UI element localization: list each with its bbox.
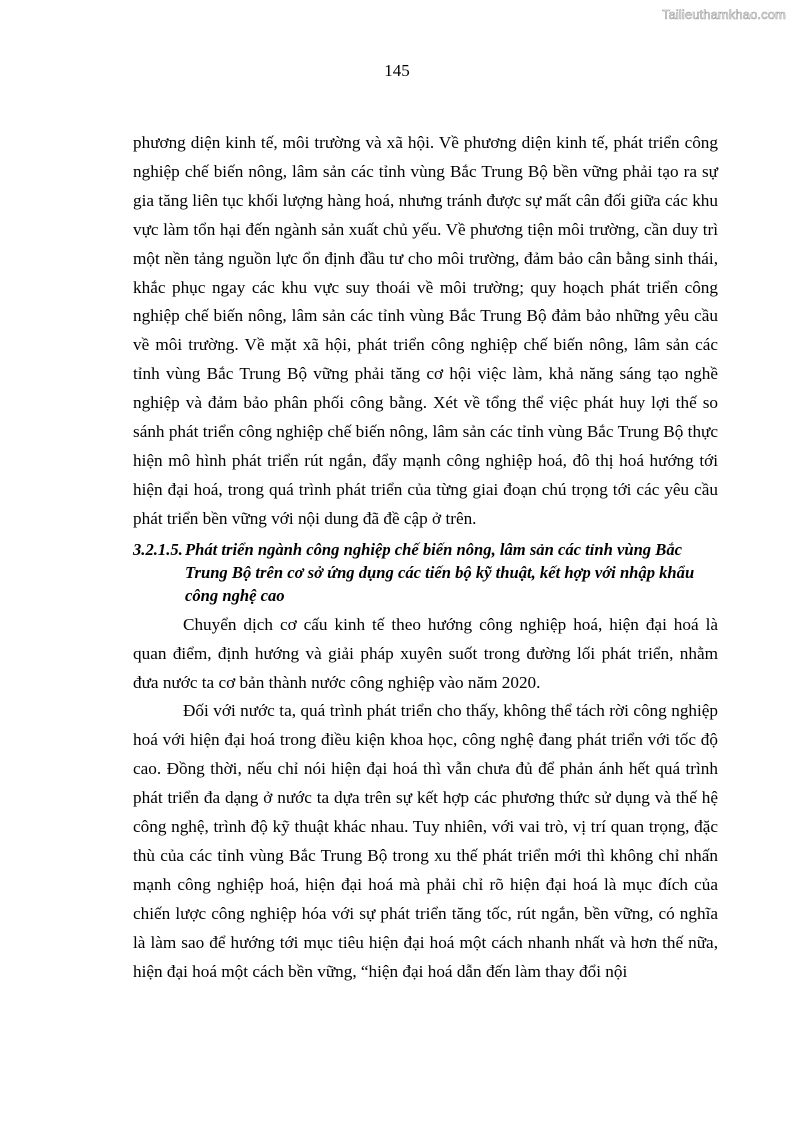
section-title: Phát triển ngành công nghiệp chế biến nông, lâm sản các tỉnh vùng Bắc Trung Bộ trên cơ sở ứng dụng các tiến bộ kỹ thuật, kết hợp với nhập khẩu công nghệ cao — [185, 539, 695, 605]
body-paragraph-1: phương diện kinh tế, môi trường và xã hội. Về phương diện kinh tế, phát triển công nghiệp chế biến nông, lâm sản các tỉnh vùng Bắc Trung Bộ bền vững phải tạo ra sự gia tăng liên tục khối lượng hàng hoá, nhưng tránh được sự mất cân đối giữa các khu vực làm tổn hại đến ngành sản xuất chủ yếu. Về phương tiện môi trường, cần duy trì một nền tảng nguồn lực ổn định đầu tư cho môi trường, đảm bảo cân bằng sinh thái, khắc phục ngay các khu vực suy thoái về môi trường; quy hoạch phát triển công nghiệp chế biến nông, lâm sản các tỉnh vùng Bắc Trung Bộ đảm bảo những yêu cầu về môi trường. Về mặt xã hội, phát triển công nghiệp chế biến nông, lâm sản các tỉnh vùng Bắc Trung Bộ vững phải tăng cơ hội việc làm, khả năng sáng tạo nghề nghiệp và đảm bảo phân phối công bằng. Xét về tổng thể việc phát huy lợi thế so sánh phát triển công nghiệp chế biến nông, lâm sản các tỉnh vùng Bắc Trung Bộ thực hiện mô hình phát triển rút ngắn, đẩy mạnh công nghiệp hoá, đô thị hoá hướng tới hiện đại hoá, trong quá trình phát triển của từng giai đoạn chú trọng tới các yêu cầu phát triển bền vững với nội dung đã đề cập ở trên. — [133, 133, 718, 528]
watermark: Tailieuthamkhao.com — [661, 7, 786, 22]
page-body — [133, 129, 718, 986]
body-paragraph-2: Chuyển dịch cơ cấu kinh tế theo hướng công nghiệp hoá, hiện đại hoá là quan điểm, định hướng và giải pháp xuyên suốt trong đường lối phát triển, nhằm đưa nước ta cơ bản thành nước công nghiệp vào năm 2020. — [133, 614, 718, 692]
body-paragraph-3: Đối với nước ta, quá trình phát triển cho thấy, không thể tách rời công nghiệp hoá với hiện đại hoá trong điều kiện khoa học, công nghệ đang phát triển với tốc độ cao. Đồng thời, nếu chỉ nói hiện đại hoá thì vẫn chưa đủ để phản ánh hết quá trình phát triển đa dạng ở nước ta dựa trên sự kết hợp các phương thức sử dụng và thế hệ công nghệ, trình độ kỹ thuật khác nhau. Tuy nhiên, với vai trò, vị trí quan trọng, đặc thù của các tỉnh vùng Bắc Trung Bộ trong xu thế phát triển mới thì không chỉ nhấn mạnh công nghiệp hoá, hiện đại hoá mà phải chỉ rõ hiện đại hoá là mục đích của chiến lược công nghiệp hóa với sự phát triển tăng tốc, rút ngắn, bền vững, có nghĩa là làm sao để hướng tới mục tiêu hiện đại hoá một cách nhanh nhất và hơn thế nữa, hiện đại hoá một cách bền vững, “hiện đại hoá dẫn đến làm thay đổi nội — [133, 701, 718, 981]
section-number: 3.2.1.5. — [133, 539, 183, 559]
section-heading — [133, 538, 718, 607]
page-number: 145 — [384, 61, 410, 80]
